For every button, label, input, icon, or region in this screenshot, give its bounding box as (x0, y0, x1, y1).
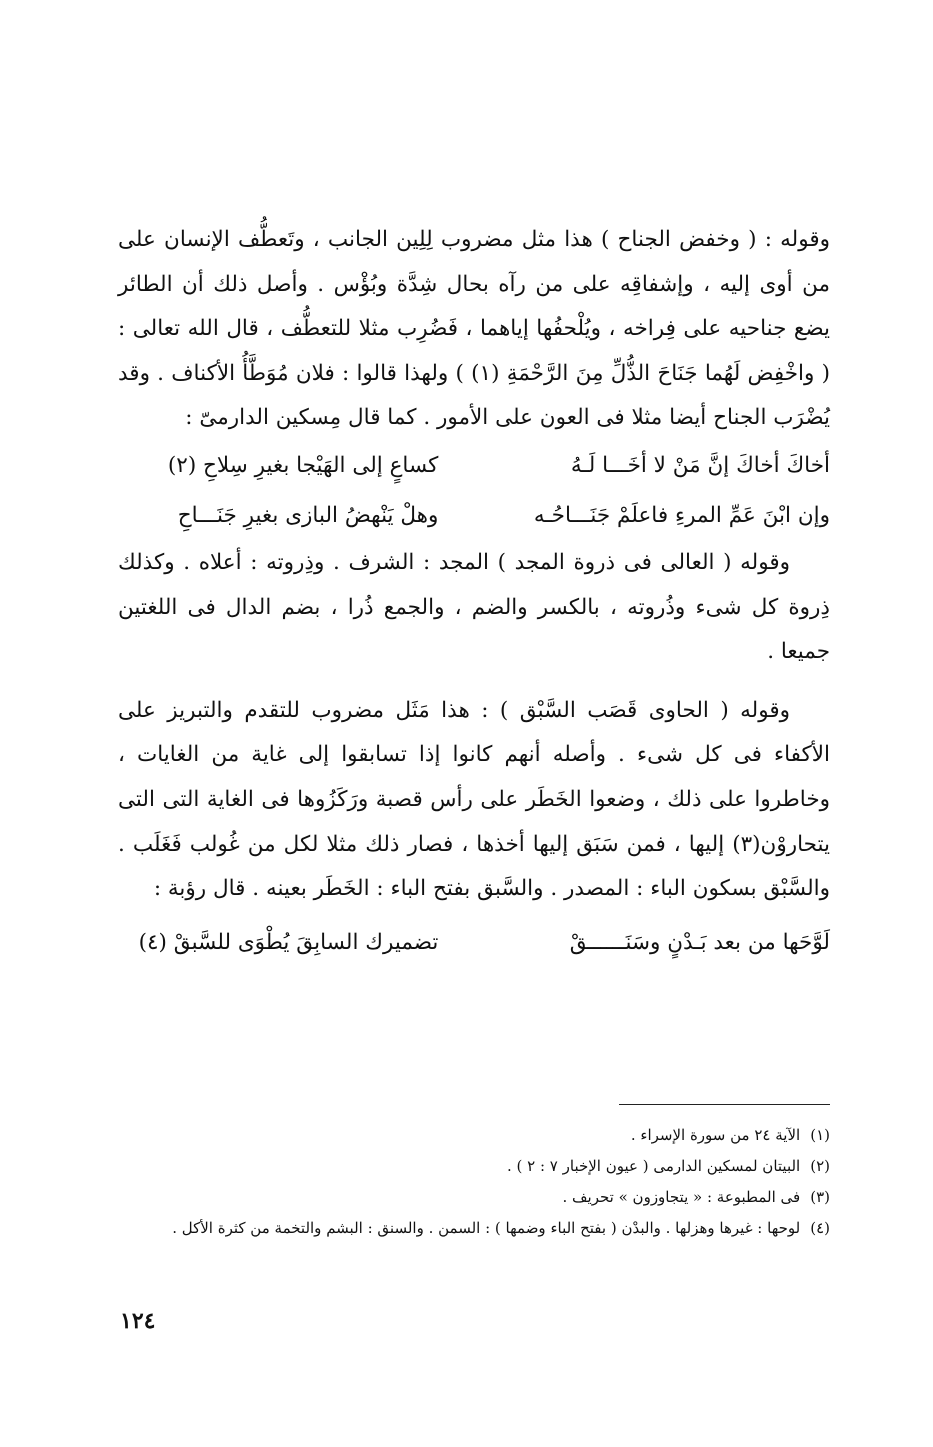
verse-hemistich: كساعٍ إلى الهَيْجا بغيرِ سِلاحِ (٢) (167, 452, 439, 478)
verse-hemistich: وإن ابْنَ عَمِّ المرءِ فاعلَمْ جَنَـــاحُـه (533, 502, 830, 528)
footnote-number: (١) (810, 1126, 830, 1144)
paragraph-race: وقوله ( الحاوى قَصَب السَّبْق ) : هذا مَثَل مضروب للتقدم والتبريز على الأكفاء فى كل شىء . وأصله أنهم كانوا إذا تسابقوا إلى غاية من الغايات ، وخاطروا على ذلك ، وضعوا الخَطَر على رأس قصبة ورَكَزُوها فى الغاية التى التى يتحاروْن(٣) إليها ، فمن سَبَق إليها أخذها ، فصار ذلك مثلا لكل من غُولب فَغَلَب . والسَّبْق بسكون الباء : المصدر . والسَّبق بفتح الباء : الخَطَر بعينه . قال رؤبة : (118, 697, 830, 902)
verse-hemistich: أخاكَ أخاكَ إنَّ مَنْ لا أخَـــا لَـهُ (570, 452, 830, 478)
verse-hemistich: لَوَّحَها من بعد بَـدْنٍ وسَنَــــــقْ (569, 929, 830, 955)
footnote (110, 1120, 830, 1151)
footnote-text: لوحها : غيرها وهزلها . والبدْن ( بفتح الباء وضمها ) : السمن . والسنق : البشم والتخمة من كثرة الأكل . (172, 1219, 801, 1237)
page-body (118, 218, 830, 968)
footnote (110, 1151, 830, 1182)
footnote-text: فى المطبوعة : « يتجاوزون » تحريف . (562, 1188, 801, 1206)
verse-line-1 (118, 441, 830, 491)
page-number: ١٢٤ (120, 1308, 156, 1334)
footnote (110, 1182, 830, 1213)
verse-hemistich: تضميرك السابِقَ يُطْوَى للسَّبقْ (٤) (138, 929, 439, 955)
verse-line-3 (118, 918, 830, 968)
footnote-text: الآية ٢٤ من سورة الإسراء . (630, 1126, 801, 1144)
footnote (110, 1213, 830, 1244)
verse-hemistich: وهلْ يَنْهضُ البازى بغيرِ جَنَـــاحِ (177, 502, 439, 528)
footnote-divider (619, 1104, 830, 1105)
footnotes (110, 1120, 830, 1244)
footnote-number: (٣) (810, 1188, 830, 1206)
footnote-number: (٤) (810, 1219, 830, 1237)
footnote-text: البيتان لمسكين الدارمى ( عيون الإخبار ٧ : ٢ ) . (506, 1157, 801, 1175)
paragraph-summit: وقوله ( العالى فى ذروة المجد ) المجد : الشرف . وذِروته : أعلاه . وكذلك ذِروة كل شىء وذُروته ، بالكسر والضم ، والجمع ذُرا ، بضم الدال فى اللغتين جميعا . (118, 549, 830, 665)
verse-line-2 (118, 491, 830, 541)
paragraph-wing: وقوله : ( وخفض الجناح ) هذا مثل مضروب لِلِين الجانب ، وتَعطُّف الإنسان على من أوى إليه ، وإشفاقِه على من رآه بحال شِدَّة وبُؤْس . وأصل ذلك أن الطائر يضع جناحيه على فِراخه ، ويُلْحفُها إياهما ، فَضُرِب مثلا للتعطُّف ، قال الله تعالى : ( واخْفِض لَهُما جَنَاحَ الذُّلِّ مِنَ الرَّحْمَةِ (١) ) ولهذا قالوا : فلان مُوَطَّأُ الأكناف . وقد يُضْرَب الجناح أيضا مثلا فى العون على الأمور . كما قال مِسكين الدارمىّ : (118, 227, 830, 431)
footnote-number: (٢) (810, 1157, 830, 1175)
